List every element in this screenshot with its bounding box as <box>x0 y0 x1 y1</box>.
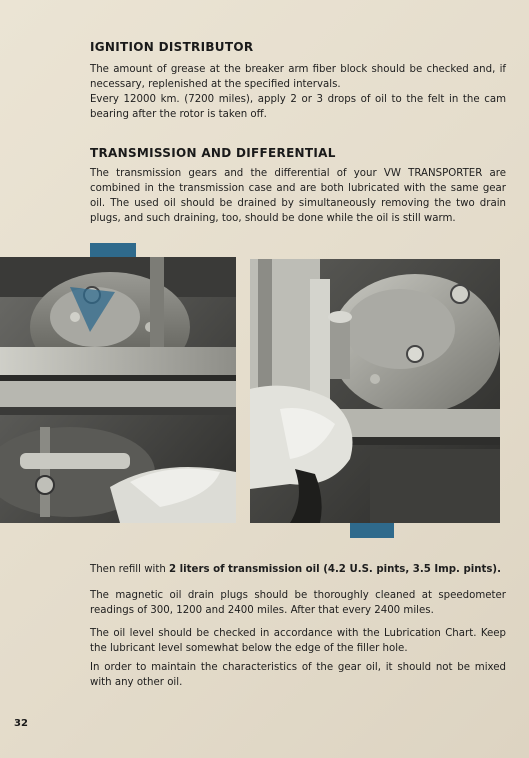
blue-marker-bottom <box>350 522 394 538</box>
refill-prefix: Then refill with <box>90 564 170 575</box>
oil-mix-paragraph: In order to maintain the characteristics of the gear oil, it should not be mixed with any other oil. <box>90 662 506 688</box>
refill-quantity: 2 liters of transmission oil (4.2 U.S. pints, 3.5 Imp. pints). <box>169 564 501 575</box>
refill-paragraph <box>90 562 506 577</box>
photo-drain-plug-left <box>0 257 236 523</box>
transmission-paragraph-wrap <box>90 166 506 226</box>
oil-level-paragraph-wrap <box>90 626 506 656</box>
ignition-paragraph-1: The amount of grease at the breaker arm fiber block should be checked and, if necessary, replenished at the specified intervals. <box>90 64 506 90</box>
ignition-paragraph-2-wrap <box>90 92 506 122</box>
photo-left-illustration <box>0 257 236 523</box>
photo-drain-plug-right <box>250 259 500 523</box>
ignition-paragraph-2: Every 12000 km. (7200 miles), apply 2 or 3 drops of oil to the felt in the cam bearing after the rotor is taken off. <box>90 94 506 120</box>
ignition-paragraph-1-wrap <box>90 62 506 92</box>
magnetic-paragraph-wrap <box>90 588 506 618</box>
blue-marker-top <box>90 243 136 257</box>
magnetic-plugs-paragraph: The magnetic oil drain plugs should be thoroughly cleaned at speedometer readings of 300, 1200 and 2400 miles. After that every 2400 miles. <box>90 590 506 616</box>
page-number: 32 <box>14 718 28 729</box>
transmission-paragraph-1: The transmission gears and the differential of your VW TRANSPORTER are combined in the transmission case and are both lubricated with the same gear oil. The used oil should be drained by simultaneously removing the two drain plugs, and such draining, too, should be done while the oil is still warm. <box>90 168 506 224</box>
section-transmission <box>90 146 506 160</box>
oil-mix-paragraph-wrap <box>90 660 506 690</box>
section-title-transmission: TRANSMISSION AND DIFFERENTIAL <box>90 146 336 160</box>
section-ignition-distributor <box>90 40 506 54</box>
oil-level-paragraph: The oil level should be checked in accordance with the Lubrication Chart. Keep the lubricant level somewhat below the edge of the filler hole. <box>90 628 506 654</box>
refill-paragraph-wrap <box>90 562 506 577</box>
photo-right-illustration <box>250 259 500 523</box>
section-title-ignition: IGNITION DISTRIBUTOR <box>90 40 254 54</box>
